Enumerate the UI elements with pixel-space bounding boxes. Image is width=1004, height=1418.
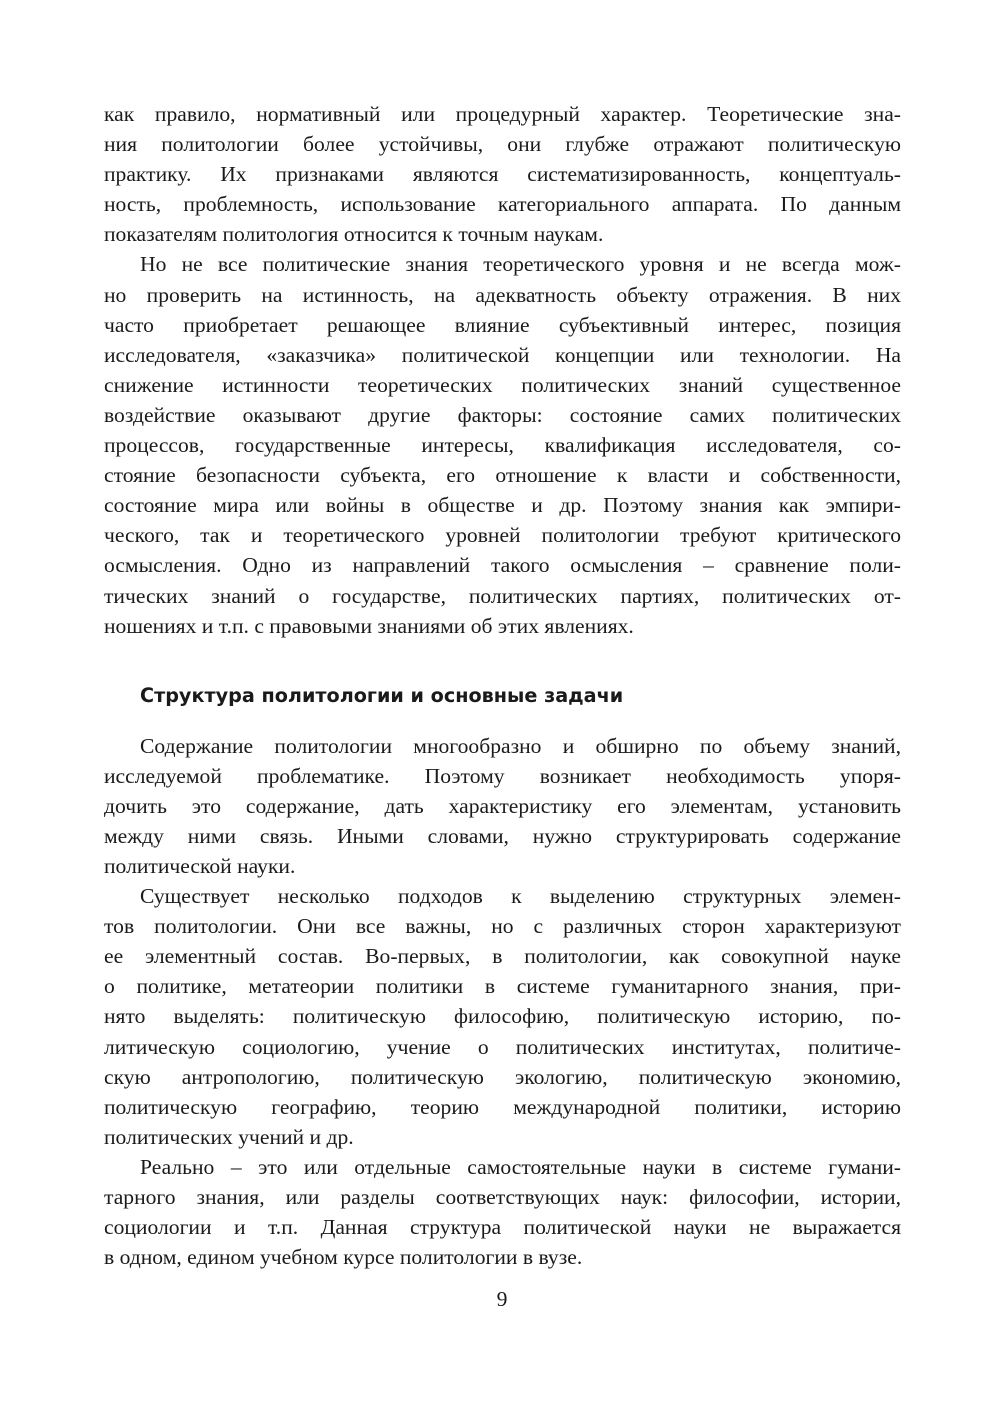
text-line: стояние безопасности субъекта, его отношение к власти и собственности,	[104, 463, 901, 488]
text-line: состояние мира или войны в обществе и др. Поэтому знания как эмпири-	[104, 493, 901, 518]
text-line: Но не все политические знания теоретического уровня и не всегда мож-	[140, 252, 901, 277]
text-line: литическую социологию, учение о политических институтах, политиче-	[104, 1034, 901, 1059]
text-line: Реально – это или отдельные самостоятельные науки в системе гумани-	[140, 1154, 901, 1179]
text-line: политических учений и др.	[104, 1124, 354, 1149]
text-line: ческого, так и теоретического уровней политологии требуют критического	[104, 523, 901, 548]
text-line: между ними связь. Иными словами, нужно структурировать содержание	[104, 823, 901, 848]
text-line: как правило, нормативный или процедурный характер. Теоретические зна-	[104, 102, 901, 126]
text-line: в одном, едином учебном курсе политологии в вузе.	[104, 1245, 583, 1270]
text-line: ность, проблемность, использование категориального аппарата. По данным	[104, 192, 901, 217]
text-line: Существует несколько подходов к выделению структурных элемен-	[140, 884, 901, 909]
text-line: процессов, государственные интересы, квалификация исследователя, со-	[104, 433, 901, 458]
text-line: снижение истинности теоретических политических знаний существенное	[104, 372, 901, 397]
text-line: ее элементный состав. Во-первых, в политологии, как совокупной науке	[104, 944, 901, 969]
text-line: ния политологии более устойчивы, они глубже отражают политическую	[104, 132, 901, 157]
text-line: о политике, метатеории политики в системе гуманитарного знания, при-	[104, 974, 901, 999]
paragraph	[104, 99, 901, 249]
document-page	[104, 99, 901, 1272]
text-line: практику. Их признаками являются систематизированность, концептуаль-	[104, 162, 901, 187]
text-line: ношениях и т.п. с правовыми знаниями об этих явлениях.	[104, 613, 634, 638]
section-heading: Структура политологии и основные задачи	[140, 683, 624, 707]
text-line: часто приобретает решающее влияние субъективный интерес, позиция	[104, 312, 901, 337]
paragraph	[104, 731, 901, 881]
text-line: нято выделять: политическую философию, политическую историю, по-	[104, 1004, 901, 1029]
text-line: воздействие оказывают другие факторы: состояние самих политических	[104, 402, 901, 427]
text-line: Содержание политологии многообразно и обширно по объему знаний,	[140, 733, 901, 758]
text-line: политическую географию, теорию международной политики, историю	[104, 1094, 901, 1119]
paragraph	[104, 881, 901, 1152]
text-line: дочить это содержание, дать характеристику его элементам, установить	[104, 793, 901, 818]
text-line: тарного знания, или разделы соответствующих наук: философии, истории,	[104, 1185, 901, 1210]
text-line: исследуемой проблематике. Поэтому возникает необходимость упоря-	[104, 763, 901, 788]
text-line: показателям политология относится к точным наукам.	[104, 222, 604, 247]
text-line: политической науки.	[104, 853, 296, 878]
text-line: но проверить на истинность, на адекватность объекту отражения. В них	[104, 282, 901, 307]
text-line: осмысления. Одно из направлений такого осмысления – сравнение поли-	[104, 553, 901, 578]
text-line: тов политологии. Они все важны, но с различных сторон характеризуют	[104, 914, 901, 939]
text-line: тических знаний о государстве, политических партиях, политических от-	[104, 583, 901, 608]
page-number: 9	[496, 1287, 508, 1311]
text-line: социологии и т.п. Данная структура политической науки не выражается	[104, 1215, 901, 1240]
paragraph	[104, 249, 901, 640]
text-line: исследователя, «заказчика» политической концепции или технологии. На	[104, 342, 901, 367]
text-line: скую антропологию, политическую экологию, политическую экономию,	[104, 1064, 901, 1089]
paragraph	[104, 1152, 901, 1272]
